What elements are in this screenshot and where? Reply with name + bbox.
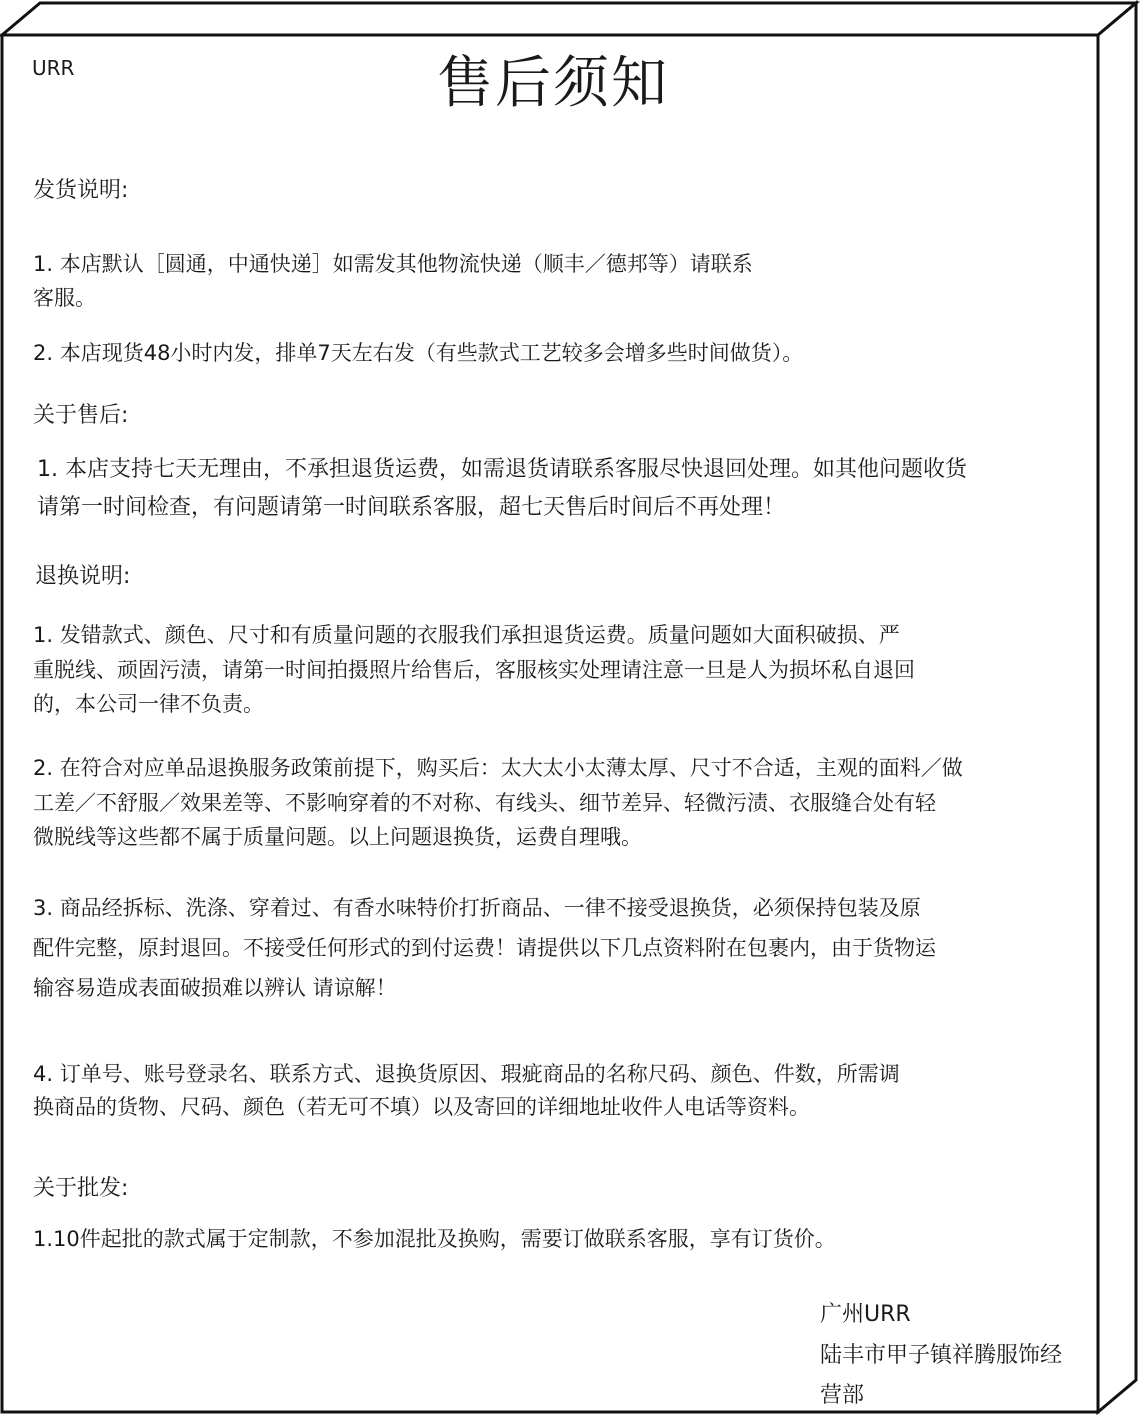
returns-item-3-line-1: 3. 商品经拆标、洗涤、穿着过、有香水味特价打折商品、一律不接受退换货，必须保持包装及原 [33, 896, 921, 920]
returns-item-2-line-3: 微脱线等这些都不属于质量问题。以上问题退换货，运费自理哦。 [33, 825, 642, 849]
page-title: 售后须知 [437, 51, 669, 116]
returns-item-2-line-2: 工差／不舒服／效果差等、不影响穿着的不对称、有线头、细节差异、轻微污渍、衣服缝合处有轻 [33, 791, 936, 815]
shipping-item-2: 2. 本店现货48小时内发，排单7天左右发（有些款式工艺较多会增多些时间做货）。 [33, 341, 804, 365]
returns-item-4-line-2: 换商品的货物、尺码、颜色（若无可不填）以及寄回的详细地址收件人电话等资料。 [33, 1095, 810, 1119]
returns-item-2-line-1: 2. 在符合对应单品退换服务政策前提下，购买后：太大太小太薄太厚、尺寸不合适，主观的面料／做 [33, 756, 963, 780]
returns-item-3-line-3: 输容易造成表面破损难以辨认 请谅解！ [33, 976, 397, 1000]
returns-item-1-line-3: 的，本公司一律不负责。 [33, 692, 264, 716]
after-sales-item-1-line-2: 请第一时间检查，有问题请第一时间联系客服，超七天售后时间后不再处理！ [37, 495, 786, 520]
returns-item-4-line-1: 4. 订单号、账号登录名、联系方式、退换货原因、瑕疵商品的名称尺码、颜色、件数，所需调 [33, 1062, 900, 1086]
box-front-face [2, 35, 1098, 1412]
after-sales-item-1-line-1: 1. 本店支持七天无理由，不承担退货运费，如需退货请联系客服尽快退回处理。如其他问题收货 [37, 457, 967, 482]
wholesale-heading: 关于批发: [33, 1176, 129, 1201]
shipping-heading: 发货说明: [33, 178, 129, 203]
shipping-item-1-line-1: 1. 本店默认［圆通，中通快递］如需发其他物流快递（顺丰／德邦等）请联系 [33, 252, 753, 276]
after-sales-heading: 关于售后: [33, 403, 129, 428]
returns-item-1-line-1: 1. 发错款式、颜色、尺寸和有质量问题的衣服我们承担退货运费。质量问题如大面积破损、严 [33, 623, 900, 647]
signature-line-1: 广州URR [820, 1302, 911, 1327]
returns-item-3-line-2: 配件完整，原封退回。不接受任何形式的到付运费！请提供以下几点资料附在包裹内，由于货物运 [33, 936, 936, 960]
brand-label: URR [32, 56, 75, 80]
returns-item-1-line-2: 重脱线、顽固污渍，请第一时间拍摄照片给售后，客服核实处理请注意一旦是人为损坏私自退回 [33, 658, 915, 682]
shipping-item-1-line-2: 客服。 [33, 286, 96, 310]
signature-line-2: 陆丰市甲子镇祥腾服饰经 [820, 1343, 1063, 1368]
box-top-face [2, 3, 1136, 35]
wholesale-item-1: 1.10件起批的款式属于定制款，不参加混批及换购，需要订做联系客服，享有订货价。 [33, 1227, 836, 1251]
returns-heading: 退换说明: [35, 564, 131, 589]
signature-line-3: 营部 [820, 1383, 865, 1408]
box-side-face [1098, 3, 1136, 1412]
